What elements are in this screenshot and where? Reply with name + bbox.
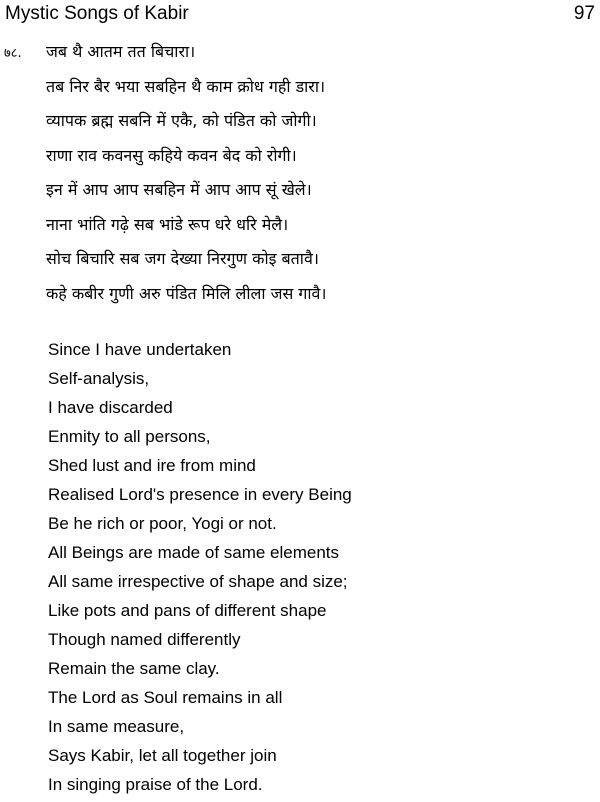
hindi-line: तब निर बैर भया सबहिन थै काम क्रोध गही डारा। [46,76,326,96]
hindi-line: व्यापक ब्रह्म सबनि में एकै, को पंडित को जोगी। [46,111,317,130]
english-translation [48,338,568,802]
hindi-line: इन में आप आप सबहिन में आप आप सूं खेले। [46,180,312,199]
english-line: Self-analysis, [48,369,150,388]
english-line: In same measure, [48,717,185,736]
english-line: The Lord as Soul remains in all [48,688,283,707]
book-title: Mystic Songs of Kabir [5,3,189,24]
verse-number: ७८. [4,46,22,61]
english-line: Shed lust and ire from mind [48,456,256,475]
page-header [5,2,595,28]
english-line: Be he rich or poor, Yogi or not. [48,514,277,533]
hindi-line: राणा राव कवनसु कहिये कवन बेद को रोगी। [46,145,297,165]
english-line: Realised Lord's presence in every Being [48,485,352,504]
english-line: In singing praise of the Lord. [48,775,263,794]
hindi-line: जब थै आतम तत बिचारा। [46,42,196,61]
english-line: Says Kabir, let all together join [48,746,277,765]
hindi-line: कहे कबीर गुणी अरु पंडित मिलि लीला जस गावै। [46,283,327,303]
hindi-line: नाना भांति गढ़े सब भांडे रूप धरे धरि मेलै। [46,214,289,234]
page-number: 97 [573,3,595,24]
english-line: Since I have undertaken [48,340,232,359]
english-line: Though named differently [48,630,241,649]
english-line: All same irrespective of shape and size; [48,572,348,591]
hindi-verse-lines [46,38,446,314]
english-line: Remain the same clay. [48,659,220,678]
english-line: All Beings are made of same elements [48,543,340,562]
english-line: Enmity to all persons, [48,427,211,446]
english-line: I have discarded [48,398,173,417]
hindi-line: सोच बिचारि सब जग देख्या निरगुण कोइ बतावै। [46,249,319,268]
english-line: Like pots and pans of different shape [48,601,327,620]
